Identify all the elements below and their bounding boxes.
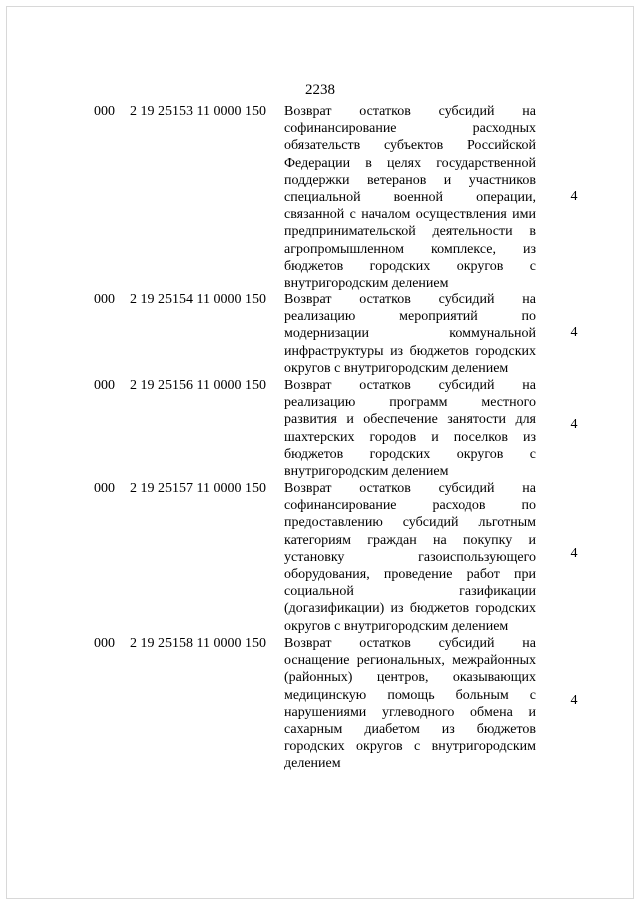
- admin-code: 000: [94, 104, 115, 119]
- description-line: социальной газификации: [284, 584, 536, 600]
- budget-classification-code: 2 19 25154 11 0000 150: [130, 292, 266, 307]
- table-row: [0, 635, 640, 775]
- description-line: Возврат остатков субсидий на: [284, 104, 536, 119]
- row-value: 4: [570, 325, 578, 340]
- description-line: медицинскую помощь больным с: [284, 687, 536, 703]
- description-line: Федерации в целях государственной: [284, 155, 536, 171]
- income-description: [284, 103, 536, 292]
- description-line: категориям граждан на покупку и: [284, 532, 536, 548]
- description-line: агропромышленном комплексе, из: [284, 241, 536, 257]
- income-description: [284, 377, 536, 480]
- description-line: Возврат остатков субсидий на: [284, 292, 536, 307]
- description-line: оборудования, проведение работ при: [284, 567, 536, 583]
- description-line: предоставлению субсидий льготным: [284, 515, 536, 531]
- description-line: Возврат остатков субсидий на: [284, 481, 536, 496]
- table-row: [0, 291, 640, 377]
- table-row: [0, 480, 640, 635]
- description-line: (догазификации) из бюджетов городских: [284, 601, 536, 617]
- admin-code: 000: [94, 292, 115, 307]
- admin-code: 000: [94, 636, 115, 651]
- row-value: 4: [570, 693, 578, 708]
- description-line: округов с внутригородским делением: [284, 360, 509, 376]
- description-line: Возврат остатков субсидий на: [284, 636, 536, 651]
- description-line: модернизации коммунальной: [284, 326, 536, 342]
- description-line: бюджетов городских округов с: [284, 446, 536, 462]
- description-line: установку газоиспользующего: [284, 549, 536, 565]
- row-value: 4: [570, 546, 578, 561]
- description-line: шахтерских городов и поселков из: [284, 429, 536, 445]
- description-line: реализацию программ местного: [284, 395, 536, 411]
- income-description: [284, 291, 536, 377]
- description-line: софинансирование расходов по: [284, 498, 536, 514]
- budget-classification-code: 2 19 25153 11 0000 150: [130, 104, 266, 119]
- table-row: [0, 377, 640, 480]
- description-line: внутригородским делением: [284, 276, 449, 292]
- description-line: поддержки ветеранов и участников: [284, 172, 536, 188]
- description-line: оснащение региональных, межрайонных: [284, 653, 536, 669]
- row-value: 4: [570, 189, 578, 204]
- budget-classification-code: 2 19 25156 11 0000 150: [130, 378, 266, 393]
- description-line: развития и обеспечение занятости для: [284, 412, 536, 428]
- description-line: Возврат остатков субсидий на: [284, 378, 536, 393]
- description-line: (районных) центров, оказывающих: [284, 670, 536, 686]
- description-line: специальной военной операции,: [284, 190, 536, 206]
- description-line: внутригородским делением: [284, 464, 449, 480]
- description-line: городских округов с внутригородским: [284, 739, 536, 755]
- income-description: [284, 635, 536, 773]
- admin-code: 000: [94, 481, 115, 496]
- description-line: нарушениями углеводного обмена и: [284, 704, 536, 720]
- description-line: связанной с началом осуществления ими: [284, 207, 536, 223]
- description-line: реализацию мероприятий по: [284, 309, 536, 325]
- admin-code: 000: [94, 378, 115, 393]
- description-line: обязательств субъектов Российской: [284, 138, 536, 154]
- description-line: сахарным диабетом из бюджетов: [284, 722, 536, 738]
- budget-classification-code: 2 19 25158 11 0000 150: [130, 636, 266, 651]
- description-line: предпринимательской деятельности в: [284, 224, 536, 240]
- income-description: [284, 480, 536, 635]
- budget-code-table: [0, 103, 640, 775]
- budget-classification-code: 2 19 25157 11 0000 150: [130, 481, 266, 496]
- row-value: 4: [570, 417, 578, 432]
- page-number: 2238: [305, 82, 335, 98]
- description-line: округов с внутригородским делением: [284, 618, 509, 634]
- description-line: бюджетов городских округов с: [284, 258, 536, 274]
- description-line: софинансирование расходных: [284, 121, 536, 137]
- description-line: делением: [284, 756, 341, 772]
- table-row: [0, 103, 640, 291]
- description-line: инфраструктуры из бюджетов городских: [284, 343, 536, 359]
